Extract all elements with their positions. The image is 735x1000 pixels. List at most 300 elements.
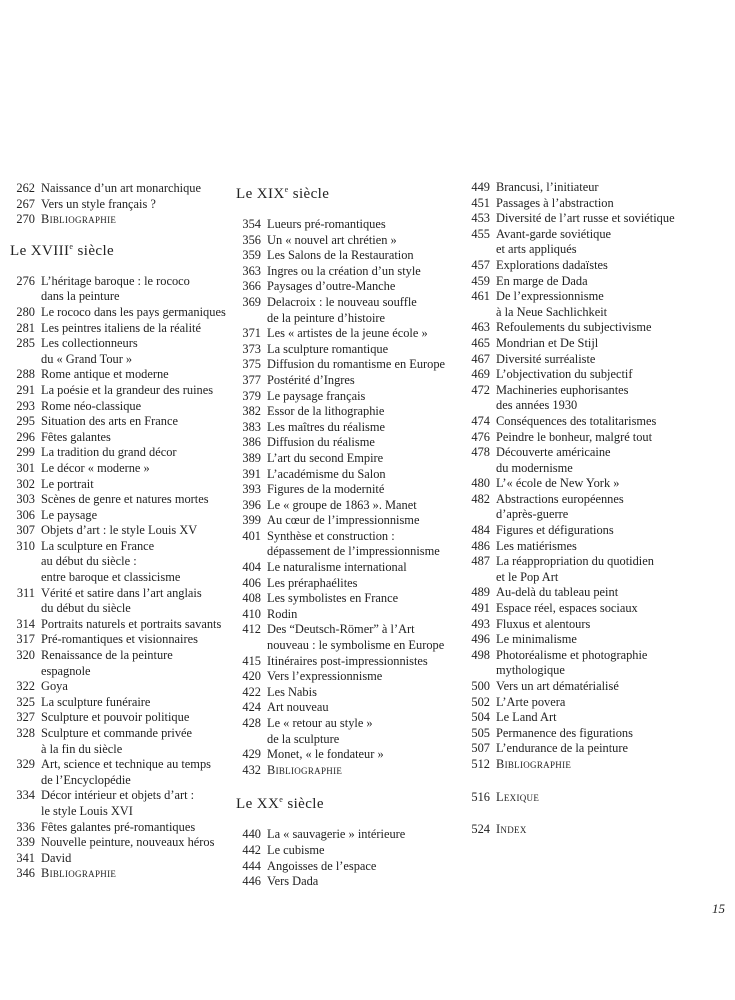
toc-entry-title: La sculpture funéraire	[41, 694, 151, 709]
toc-entry[interactable]	[10, 586, 235, 617]
toc-page-number: 401	[242, 528, 261, 543]
toc-entry[interactable]	[465, 492, 695, 523]
toc-entry[interactable]	[465, 757, 695, 773]
toc-entry-title: Diversité surréaliste	[496, 351, 596, 366]
toc-entry-lexique[interactable]	[465, 790, 695, 806]
toc-page-number: 504	[471, 710, 490, 725]
toc-entry-title: Index	[496, 822, 527, 837]
toc-entry[interactable]	[10, 820, 235, 836]
toc-entry[interactable]	[465, 414, 695, 430]
toc-entry-title: Rodin	[267, 606, 298, 621]
toc-entry[interactable]	[10, 648, 235, 679]
toc-entry-title: Figures de la modernité	[267, 482, 385, 497]
toc-entry[interactable]	[10, 305, 235, 321]
toc-entry-title: Décor intérieur et objets d’art : le style Louis XVI	[41, 788, 195, 818]
toc-entry-title: Des “Deutsch-Römer” à l’Art nouveau : le symbolisme en Europe	[267, 622, 445, 653]
toc-entry[interactable]	[10, 695, 235, 711]
toc-page-number: 429	[242, 747, 261, 762]
toc-entry[interactable]	[10, 477, 235, 493]
toc-entry[interactable]	[10, 274, 235, 305]
toc-page-number: 334	[16, 788, 35, 803]
toc-entry-title: Sculpture et commande privée à la fin du siècle	[41, 726, 193, 756]
toc-entry[interactable]	[236, 576, 456, 592]
toc-entry[interactable]	[10, 367, 235, 383]
toc-page-number: 371	[242, 326, 261, 341]
toc-entry-title: L’endurance de la peinture	[496, 741, 628, 756]
toc-entry[interactable]	[465, 211, 695, 227]
toc-entry[interactable]	[236, 233, 456, 249]
toc-entry[interactable]	[236, 622, 456, 653]
toc-page-number: 493	[471, 616, 490, 631]
toc-entry-title: Renaissance de la peinture espagnole	[41, 648, 173, 678]
toc-entry-title: Vers un style français ?	[41, 196, 156, 211]
toc-entry[interactable]	[236, 843, 456, 859]
toc-page-number: 356	[242, 232, 261, 247]
toc-entry-title: Machineries euphorisantes des années 1930	[496, 382, 629, 413]
page-number: 15	[712, 901, 725, 916]
toc-entry-title: Fêtes galantes	[41, 429, 111, 444]
toc-page-number: 412	[242, 622, 261, 637]
toc-page-number: 296	[16, 429, 35, 444]
toc-entries-20th	[236, 827, 456, 889]
toc-page-number: 369	[242, 294, 261, 309]
toc-entry-title: Le décor « moderne »	[41, 460, 150, 475]
toc-entry-title: Angoisses de l’espace	[267, 858, 377, 873]
toc-entry[interactable]	[10, 851, 235, 867]
toc-page-number: 389	[242, 450, 261, 465]
toc-page-number: 373	[242, 341, 261, 356]
toc-entry-title: L’« école de New York »	[496, 476, 620, 491]
toc-entry[interactable]	[10, 617, 235, 633]
toc-entry-title: Conséquences des totalitarismes	[496, 413, 657, 428]
toc-entry-title: L’académisme du Salon	[267, 466, 386, 481]
toc-entry[interactable]	[10, 835, 235, 851]
toc-entry[interactable]	[10, 212, 235, 228]
toc-entry-title: Les matiérismes	[496, 538, 577, 553]
toc-entry-title: Sculpture et pouvoir politique	[41, 710, 190, 725]
toc-entry-title: Vers Dada	[267, 874, 319, 889]
toc-entry-title: Delacroix : le nouveau souffle de la peinture d’histoire	[267, 294, 417, 325]
toc-entry-title: Permanence des figurations	[496, 725, 633, 740]
toc-page-number: 459	[471, 273, 490, 288]
toc-entry-title: Figures et défigurations	[496, 523, 614, 538]
toc-entry-title: Passages à l’abstraction	[496, 195, 614, 210]
toc-page-number: 281	[16, 320, 35, 335]
toc-page-number: 314	[16, 616, 35, 631]
toc-entry-title: Au-delà du tableau peint	[496, 585, 619, 600]
toc-entries-18th	[10, 274, 235, 882]
toc-entry-title: Le naturalisme international	[267, 560, 407, 575]
section-title-19th-century	[236, 181, 456, 203]
toc-entry[interactable]	[236, 482, 456, 498]
toc-entry[interactable]	[236, 591, 456, 607]
toc-entry[interactable]	[10, 679, 235, 695]
section-title-text: Le XIX	[236, 186, 285, 202]
toc-entry[interactable]	[10, 414, 235, 430]
toc-entry-title: Avant-garde soviétique et arts appliqués	[496, 226, 612, 257]
toc-page-number: 467	[471, 351, 490, 366]
toc-page-number: 449	[471, 180, 490, 194]
toc-entry[interactable]	[236, 747, 456, 763]
toc-entry-title: Les maîtres du réalisme	[267, 419, 386, 434]
toc-entry[interactable]	[236, 685, 456, 701]
toc-entry[interactable]	[236, 264, 456, 280]
toc-page-number: 480	[471, 476, 490, 491]
toc-entry-title: Un « nouvel art chrétien »	[267, 232, 397, 247]
toc-page-number: 487	[471, 554, 490, 569]
toc-entry-title: Le « groupe de 1863 ». Manet	[267, 497, 417, 512]
toc-entry[interactable]	[465, 648, 695, 679]
toc-entry-title: La sculpture en France au début du siècle : entre baroque et classicisme	[41, 538, 181, 585]
toc-entry[interactable]	[10, 710, 235, 726]
toc-column-3	[465, 180, 695, 838]
toc-entry-title: Ingres ou la création d’un style	[267, 263, 421, 278]
toc-page-number: 408	[242, 591, 261, 606]
toc-entry[interactable]	[10, 523, 235, 539]
toc-entry-title: Les « artistes de la jeune école »	[267, 326, 428, 341]
toc-page-number: 293	[16, 398, 35, 413]
toc-entry-title: Portraits naturels et portraits savants	[41, 616, 222, 631]
toc-entry-title: Diffusion du réalisme	[267, 435, 375, 450]
toc-entry-title: Scènes de genre et natures mortes	[41, 492, 209, 507]
toc-entry[interactable]	[236, 859, 456, 875]
toc-entry[interactable]	[10, 726, 235, 757]
toc-page-number: 310	[16, 538, 35, 553]
toc-entry[interactable]	[465, 320, 695, 336]
toc-page-number: 491	[471, 601, 490, 616]
toc-page-number: 302	[16, 476, 35, 491]
toc-entry-title: Paysages d’outre-Manche	[267, 279, 396, 294]
toc-entry[interactable]	[465, 258, 695, 274]
toc-entry-title: Vers un art dématérialisé	[496, 679, 619, 693]
toc-entry-title: Rome néo-classique	[41, 398, 142, 413]
toc-entry-title: Pré-romantiques et visionnaires	[41, 632, 198, 647]
toc-entry-title: Le minimalisme	[496, 632, 577, 647]
toc-entry[interactable]	[465, 679, 695, 695]
toc-column-2	[236, 181, 456, 890]
toc-page-number: 386	[242, 435, 261, 450]
toc-entry[interactable]	[10, 461, 235, 477]
toc-page-number: 363	[242, 263, 261, 278]
toc-entry[interactable]	[465, 617, 695, 633]
section-title-18th-century	[10, 238, 235, 260]
toc-entry[interactable]	[465, 632, 695, 648]
toc-entry[interactable]	[236, 217, 456, 233]
toc-entry-title: L’objectivation du subjectif	[496, 367, 633, 382]
toc-entry-title: Synthèse et construction : dépassement de l’impressionnisme	[267, 528, 440, 559]
section-title-20th-century	[236, 791, 456, 813]
section-title-sup: e	[69, 241, 74, 251]
toc-entry[interactable]	[465, 601, 695, 617]
toc-entry-index[interactable]	[465, 822, 695, 838]
toc-page-number: 396	[242, 497, 261, 512]
toc-entry[interactable]	[465, 274, 695, 290]
toc-entry-title: Au cœur de l’impressionnisme	[267, 513, 420, 528]
toc-entry-title: Diffusion du romantisme en Europe	[267, 357, 446, 372]
toc-entry-title: Peindre le bonheur, malgré tout	[496, 429, 653, 444]
toc-entry-title: Diversité de l’art russe et soviétique	[496, 211, 675, 226]
toc-page-number: 455	[471, 226, 490, 241]
toc-entry[interactable]	[10, 508, 235, 524]
section-title-suffix: siècle	[288, 186, 330, 202]
toc-page-number: 461	[471, 289, 490, 304]
toc-entry[interactable]	[465, 539, 695, 555]
toc-page-number: 346	[16, 866, 35, 881]
toc-entry[interactable]	[10, 632, 235, 648]
toc-entry-title: Brancusi, l’initiateur	[496, 180, 599, 194]
toc-page-number: 291	[16, 382, 35, 397]
toc-entry-title: Photoréalisme et photographie mythologique	[496, 647, 648, 678]
toc-page-number: 267	[16, 196, 35, 211]
toc-entry-title: La poésie et la grandeur des ruines	[41, 382, 214, 397]
toc-entry-title: Lexique	[496, 789, 540, 804]
toc-entry-title: Abstractions européennes d’après-guerre	[496, 491, 624, 522]
toc-entry[interactable]	[10, 430, 235, 446]
toc-entry[interactable]	[236, 451, 456, 467]
toc-entry-title: Le paysage français	[267, 388, 366, 403]
toc-entry[interactable]	[10, 757, 235, 788]
toc-page-number: 472	[471, 382, 490, 397]
toc-entry[interactable]	[10, 197, 235, 213]
toc-entry-title: Le Land Art	[496, 710, 557, 725]
toc-entries-17th	[10, 181, 235, 228]
toc-page-number: 354	[242, 217, 261, 231]
toc-page-number: 478	[471, 445, 490, 460]
toc-entry[interactable]	[10, 399, 235, 415]
toc-page-number: 507	[471, 741, 490, 756]
toc-entry[interactable]	[236, 874, 456, 890]
toc-entry-title: Rome antique et moderne	[41, 367, 169, 382]
toc-page-number: 410	[242, 606, 261, 621]
toc-entry[interactable]	[236, 513, 456, 529]
toc-entry[interactable]	[236, 279, 456, 295]
toc-entry[interactable]	[236, 326, 456, 342]
toc-page-number: 505	[471, 725, 490, 740]
toc-entry[interactable]	[236, 529, 456, 560]
toc-page-number: 375	[242, 357, 261, 372]
toc-page-number: 486	[471, 538, 490, 553]
toc-page-number: 325	[16, 694, 35, 709]
toc-entry[interactable]	[10, 445, 235, 461]
toc-page-number: 280	[16, 304, 35, 319]
section-title-sup: e	[279, 795, 284, 805]
toc-page-number: 341	[16, 850, 35, 865]
toc-page-number: 524	[471, 822, 490, 837]
toc-page-number: 446	[242, 874, 261, 889]
toc-entry[interactable]	[236, 248, 456, 264]
toc-entry-title: Art nouveau	[267, 700, 329, 715]
toc-entry-title: Nouvelle peinture, nouveaux héros	[41, 835, 215, 850]
toc-entry[interactable]	[236, 373, 456, 389]
toc-entry[interactable]	[465, 726, 695, 742]
toc-entry-title: Les peintres italiens de la réalité	[41, 320, 201, 335]
toc-entry[interactable]	[236, 389, 456, 405]
toc-entry-title: Le rococo dans les pays germaniques	[41, 304, 226, 319]
toc-entry-title: Les symbolistes en France	[267, 591, 399, 606]
toc-page-number: 336	[16, 819, 35, 834]
toc-entry[interactable]	[465, 741, 695, 757]
toc-entry-title: Le portrait	[41, 476, 94, 491]
toc-entry[interactable]	[10, 383, 235, 399]
toc-entry-title: Vers l’expressionnisme	[267, 669, 383, 684]
toc-entry[interactable]	[465, 445, 695, 476]
toc-entry-title: Situation des arts en France	[41, 414, 178, 429]
toc-page-number: 469	[471, 367, 490, 382]
toc-page-number: 453	[471, 211, 490, 226]
toc-entry[interactable]	[236, 498, 456, 514]
toc-entry[interactable]	[465, 695, 695, 711]
toc-entry[interactable]	[236, 716, 456, 747]
toc-entry-title: Explorations dadaïstes	[496, 257, 608, 272]
toc-entry-title: Les Nabis	[267, 684, 317, 699]
toc-entry[interactable]	[236, 467, 456, 483]
toc-page-number: 320	[16, 648, 35, 663]
toc-entry[interactable]	[465, 430, 695, 446]
toc-entries-19th	[236, 217, 456, 778]
toc-page-number: 498	[471, 647, 490, 662]
toc-entry[interactable]	[465, 585, 695, 601]
toc-entry[interactable]	[236, 420, 456, 436]
toc-entry[interactable]	[465, 710, 695, 726]
toc-page-number: 500	[471, 679, 490, 693]
toc-entry[interactable]	[10, 321, 235, 337]
toc-entry-title: Postérité d’Ingres	[267, 372, 355, 387]
toc-entry-title: Les collectionneurs du « Grand Tour »	[41, 336, 138, 366]
toc-entry[interactable]	[236, 654, 456, 670]
toc-entry[interactable]	[465, 523, 695, 539]
toc-entry[interactable]	[10, 788, 235, 819]
toc-entry[interactable]	[10, 181, 235, 197]
toc-entry-title: Le paysage	[41, 507, 98, 522]
toc-page-number: 442	[242, 842, 261, 857]
toc-page-number: 359	[242, 248, 261, 263]
toc-entry[interactable]	[465, 180, 695, 196]
toc-entry[interactable]	[10, 866, 235, 882]
toc-entry[interactable]	[465, 367, 695, 383]
toc-page-number: 496	[471, 632, 490, 647]
toc-page-number: 301	[16, 460, 35, 475]
toc-entry[interactable]	[236, 560, 456, 576]
toc-entry-title: Naissance d’un art monarchique	[41, 181, 201, 195]
toc-entry-title: Essor de la lithographie	[267, 404, 385, 419]
toc-page-number: 406	[242, 575, 261, 590]
toc-page-number: 270	[16, 212, 35, 227]
toc-entry[interactable]	[236, 763, 456, 779]
toc-entry[interactable]	[236, 342, 456, 358]
toc-page-number: 415	[242, 653, 261, 668]
toc-page-number: 422	[242, 684, 261, 699]
toc-page-number: 484	[471, 523, 490, 538]
toc-entry-title: Lueurs pré-romantiques	[267, 217, 386, 231]
toc-entry[interactable]	[10, 539, 235, 586]
toc-page-number: 424	[242, 700, 261, 715]
toc-entry-title: Les préraphaélites	[267, 575, 358, 590]
toc-page-number: 276	[16, 273, 35, 288]
toc-entry[interactable]	[236, 669, 456, 685]
toc-page-number: 399	[242, 513, 261, 528]
toc-entry-title: La « sauvagerie » intérieure	[267, 827, 406, 842]
toc-entry-title: Monet, « le fondateur »	[267, 747, 384, 762]
toc-entry[interactable]	[465, 196, 695, 212]
toc-page-number: 366	[242, 279, 261, 294]
toc-entry-title: Fêtes galantes pré-romantiques	[41, 819, 196, 834]
toc-page-number: 451	[471, 195, 490, 210]
toc-entry-title: David	[41, 850, 72, 865]
toc-entry[interactable]	[465, 289, 695, 320]
toc-page-number: 440	[242, 827, 261, 842]
toc-entry[interactable]	[465, 554, 695, 585]
toc-entry-title: Art, science et technique au temps de l’Encyclopédie	[41, 757, 211, 787]
toc-entry[interactable]	[465, 352, 695, 368]
toc-entry-title: Découverte américaine du modernisme	[496, 445, 611, 475]
toc-page-number: 322	[16, 679, 35, 694]
toc-entry-title: Fluxus et alentours	[496, 616, 591, 631]
toc-entry-title: En marge de Dada	[496, 273, 588, 288]
toc-page-number: 303	[16, 492, 35, 507]
toc-entry-title: Vérité et satire dans l’art anglais du début du siècle	[41, 585, 202, 616]
toc-page-number: 512	[471, 756, 490, 771]
section-title-text: Le XVIII	[10, 242, 70, 259]
toc-page-number: 444	[242, 858, 261, 873]
toc-page-number: 306	[16, 507, 35, 522]
toc-page-number: 516	[471, 789, 490, 804]
toc-entry-title: Mondrian et De Stijl	[496, 335, 599, 350]
toc-entry[interactable]	[465, 383, 695, 414]
toc-page-number: 382	[242, 404, 261, 419]
toc-entry-title: Le « retour au style » de la sculpture	[267, 716, 373, 746]
toc-entry[interactable]	[236, 295, 456, 326]
toc-page-number: 262	[16, 181, 35, 195]
toc-entry[interactable]	[10, 336, 235, 367]
toc-page-number: 307	[16, 523, 35, 538]
toc-page-number: 299	[16, 445, 35, 460]
toc-page-number: 329	[16, 757, 35, 772]
toc-page-number: 379	[242, 388, 261, 403]
toc-page-number: 420	[242, 669, 261, 684]
toc-entry-title: La réappropriation du quotidien et le Pop Art	[496, 554, 654, 584]
toc-page-number: 328	[16, 726, 35, 740]
toc-page-number: 295	[16, 414, 35, 429]
toc-page-number: 285	[16, 336, 35, 351]
toc-entry-title: L’Arte povera	[496, 694, 566, 709]
toc-page-number: 391	[242, 466, 261, 481]
toc-page-number: 457	[471, 257, 490, 272]
toc-column-1	[10, 181, 235, 882]
toc-entry[interactable]	[465, 227, 695, 258]
toc-entry-title: Bibliographie	[41, 212, 117, 227]
toc-page-number: 489	[471, 585, 490, 600]
toc-page-number: 482	[471, 491, 490, 506]
toc-entry-title: Itinéraires post-impressionnistes	[267, 653, 428, 668]
toc-entry-title: Le cubisme	[267, 842, 325, 857]
toc-entry[interactable]	[465, 476, 695, 492]
toc-page-number: 311	[16, 585, 35, 600]
toc-page-number: 432	[242, 762, 261, 777]
toc-entry[interactable]	[236, 357, 456, 373]
toc-entry[interactable]	[10, 492, 235, 508]
section-title-suffix: siècle	[73, 242, 115, 259]
toc-entry[interactable]	[236, 404, 456, 420]
toc-page-number: 502	[471, 694, 490, 709]
toc-entry[interactable]	[465, 336, 695, 352]
toc-entry[interactable]	[236, 607, 456, 623]
toc-page-number: 383	[242, 419, 261, 434]
toc-entry-title: La tradition du grand décor	[41, 445, 177, 460]
toc-entry[interactable]	[236, 827, 456, 843]
toc-page-number: 377	[242, 372, 261, 387]
toc-entry[interactable]	[236, 435, 456, 451]
toc-entry[interactable]	[236, 700, 456, 716]
